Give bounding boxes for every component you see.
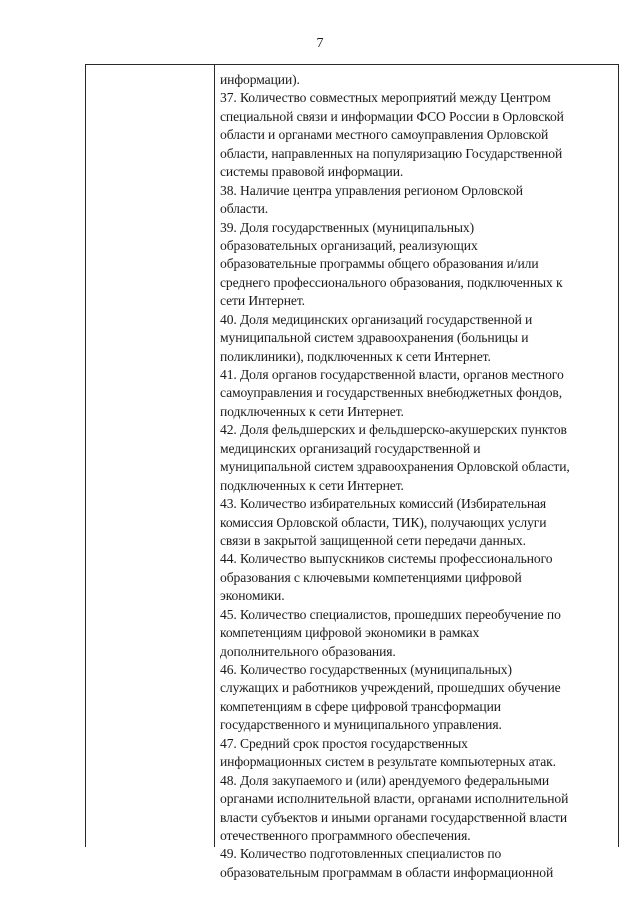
text-line: сети Интернет. [220,293,305,309]
text-line: медицинских организаций государственной и [220,440,481,456]
column-divider [214,65,215,847]
text-line: 45. Количество специалистов, прошедших переобучение по [220,606,561,622]
indicator-table [85,64,619,880]
text-line: служащих и работников учреждений, прошедших обучение [220,680,561,696]
text-line: связи в закрытой защищенной сети передачи данных. [220,532,526,548]
text-line: области. [220,201,269,217]
text-line: муниципальной систем здравоохранения (больницы и [220,330,529,346]
text-line: области и органами местного самоуправления Орловской [220,127,549,143]
text-line: комиссия Орловской области, ТИК), получающих услуги [220,514,547,530]
indicator-list-cell [220,71,612,882]
text-line: компетенциям в сфере цифровой трансформации [220,698,501,714]
text-line: образовательных организаций, реализующих [220,237,478,253]
page-number: 7 [316,36,324,51]
text-line: муниципальной систем здравоохранения Орловской области, [220,459,570,475]
text-line: 38. Наличие центра управления регионом Орловской [220,182,523,198]
text-line: подключенных к сети Интернет. [220,477,404,493]
text-line: 43. Количество избирательных комиссий (Избирательная [220,496,547,512]
text-line: 44. Количество выпускников системы профессионального [220,551,553,567]
text-line: образовательным программам в области информационной [220,864,554,880]
text-line: области, направленных на популяризацию Государственной [220,145,563,161]
text-line: 46. Количество государственных (муниципальных) [220,662,512,677]
text-line: образования с ключевыми компетенциями цифровой [220,569,522,585]
text-line: отечественного программного обеспечения. [220,827,471,843]
text-line: информационных систем в результате компьютерных атак. [220,754,556,770]
text-line: специальной связи и информации ФСО России в Орловской [220,108,564,124]
text-line: 41. Доля органов государственной власти, органов местного [220,367,564,382]
text-line: 39. Доля государственных (муниципальных) [220,219,475,235]
text-line: дополнительного образования. [220,643,396,659]
text-line: государственного и муниципального управления. [220,717,502,733]
text-line: компетенциям цифровой экономики в рамках [220,625,480,641]
text-line: 42. Доля фельдшерских и фельдшерско-акушерских пунктов [220,422,567,438]
text-line: самоуправления и государственных внебюджетных фондов, [220,385,563,401]
text-line: среднего профессионального образования, подключенных к [220,274,563,290]
text-line: власти субъектов и иными органами государственной власти [220,809,568,825]
text-line: информации). [220,72,300,87]
text-line: 49. Количество подготовленных специалистов по [220,846,502,862]
text-line: 48. Доля закупаемого и (или) арендуемого федеральными [220,772,550,788]
text-line: подключенных к сети Интернет. [220,403,404,419]
text-line: 47. Средний срок простоя государственных [220,735,468,751]
text-line: 37. Количество совместных мероприятий между Центром [220,90,551,106]
text-line: системы правовой информации. [220,164,404,180]
text-line: образовательные программы общего образования и/или [220,256,539,272]
text-line: поликлиники), подключенных к сети Интернет. [220,348,491,364]
text-line: 40. Доля медицинских организаций государственной и [220,311,533,327]
text-line: экономики. [220,588,285,604]
text-line: органами исполнительной власти, органами исполнительной [220,791,569,807]
